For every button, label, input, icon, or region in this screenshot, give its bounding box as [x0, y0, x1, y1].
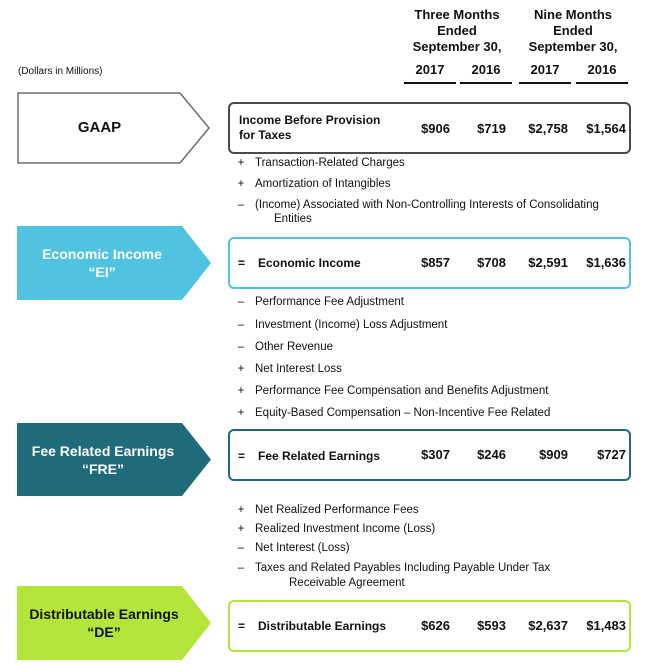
year-underline-1	[404, 82, 456, 84]
ei-value-3: $2,591	[528, 255, 568, 270]
fre-arrow-label	[17, 442, 189, 478]
gaap-value-2: $719	[477, 121, 506, 136]
gaap-arrow-label	[17, 119, 182, 137]
adj-text: Net Realized Performance Fees	[255, 504, 419, 516]
adj-sign: –	[237, 296, 245, 308]
de-arrow-text-1: Distributable Earnings	[29, 606, 179, 622]
ei-value-4: $1,636	[586, 255, 626, 270]
ei-arrow-text-1: Economic Income	[42, 246, 162, 262]
de-value-4: $1,483	[586, 618, 626, 633]
adj-text: Other Revenue	[255, 341, 333, 353]
gaap-label-line-2: for Taxes	[239, 128, 292, 142]
nine-months-line-3: September 30,	[528, 39, 618, 54]
adj-text: Net Interest Loss	[255, 363, 342, 375]
adj-text: (Income) Associated with Non-Controlling Interests of Consolidating	[255, 199, 599, 211]
adj-text: Net Interest (Loss)	[255, 542, 350, 554]
de-box-label: Distributable Earnings	[258, 619, 387, 633]
ei-value-1: $857	[421, 255, 450, 270]
year-col-1: 2017	[415, 62, 445, 77]
adj-sign: –	[237, 199, 245, 211]
fre-value-3: $909	[539, 447, 568, 462]
nine-months-header	[518, 7, 628, 55]
de-value-1: $626	[421, 618, 450, 633]
nine-months-line-1: Nine Months	[534, 7, 612, 22]
adj-text: Investment (Income) Loss Adjustment	[255, 319, 448, 331]
adj-sign: +	[237, 178, 245, 190]
fre-value-1: $307	[421, 447, 450, 462]
fre-arrow-text-1: Fee Related Earnings	[31, 443, 175, 459]
adj-text-line-2: Receivable Agreement	[289, 577, 405, 589]
gaap-box-label	[239, 113, 380, 143]
year-underline-3	[519, 82, 571, 84]
adj-sign: –	[237, 341, 245, 353]
fre-prefix: =	[238, 449, 246, 463]
fre-value-2: $246	[477, 447, 506, 462]
gaap-value-3: $2,758	[528, 121, 568, 136]
adj-text: Realized Investment Income (Loss)	[255, 523, 436, 535]
adj-sign: –	[237, 562, 245, 574]
de-value-2: $593	[477, 618, 506, 633]
year-col-4: 2016	[587, 62, 617, 77]
de-prefix: =	[238, 619, 246, 633]
ei-arrow-text-2: “EI”	[88, 264, 116, 280]
adj-sign: +	[237, 523, 245, 535]
gaap-label-line-1: Income Before Provision	[239, 113, 381, 127]
nine-months-line-2: Ended	[553, 23, 593, 38]
de-arrow-text-2: “DE”	[87, 624, 121, 640]
year-underline-4	[576, 82, 628, 84]
ei-prefix: =	[238, 256, 246, 270]
adj-text: Equity-Based Compensation – Non-Incentive Fee Related	[255, 407, 551, 419]
adj-sign: +	[237, 385, 245, 397]
adj-sign: –	[237, 542, 245, 554]
three-months-line-3: September 30,	[412, 39, 502, 54]
de-arrow-label	[17, 605, 191, 641]
adj-sign: +	[237, 407, 245, 419]
fre-arrow-text-2: “FRE”	[82, 461, 124, 477]
three-months-line-1: Three Months	[414, 7, 500, 22]
year-col-3: 2017	[530, 62, 560, 77]
ei-box-label: Economic Income	[258, 256, 361, 270]
adj-text: Transaction-Related Charges	[255, 157, 405, 169]
adj-text: Taxes and Related Payables Including Payable Under Tax	[255, 562, 551, 574]
gaap-value-4: $1,564	[586, 121, 626, 136]
adj-sign: +	[237, 504, 245, 516]
adj-text: Performance Fee Compensation and Benefits Adjustment	[255, 385, 549, 397]
adj-text: Amortization of Intangibles	[255, 178, 391, 190]
adj-sign: +	[237, 157, 245, 169]
gaap-value-1: $906	[421, 121, 450, 136]
de-value-3: $2,637	[528, 618, 568, 633]
adj-text: Performance Fee Adjustment	[255, 296, 404, 308]
fre-value-4: $727	[597, 447, 626, 462]
ei-value-2: $708	[477, 255, 506, 270]
gaap-arrow-text: GAAP	[77, 119, 122, 136]
units-label: (Dollars in Millions)	[18, 66, 103, 77]
three-months-header	[402, 7, 512, 55]
year-col-2: 2016	[471, 62, 501, 77]
ei-arrow-label	[17, 245, 187, 281]
year-underline-2	[460, 82, 512, 84]
adj-sign: +	[237, 363, 245, 375]
adj-sign: –	[237, 319, 245, 331]
three-months-line-2: Ended	[437, 23, 477, 38]
fre-box-label: Fee Related Earnings	[258, 449, 381, 463]
adj-text-line-2: Entities	[274, 213, 312, 225]
